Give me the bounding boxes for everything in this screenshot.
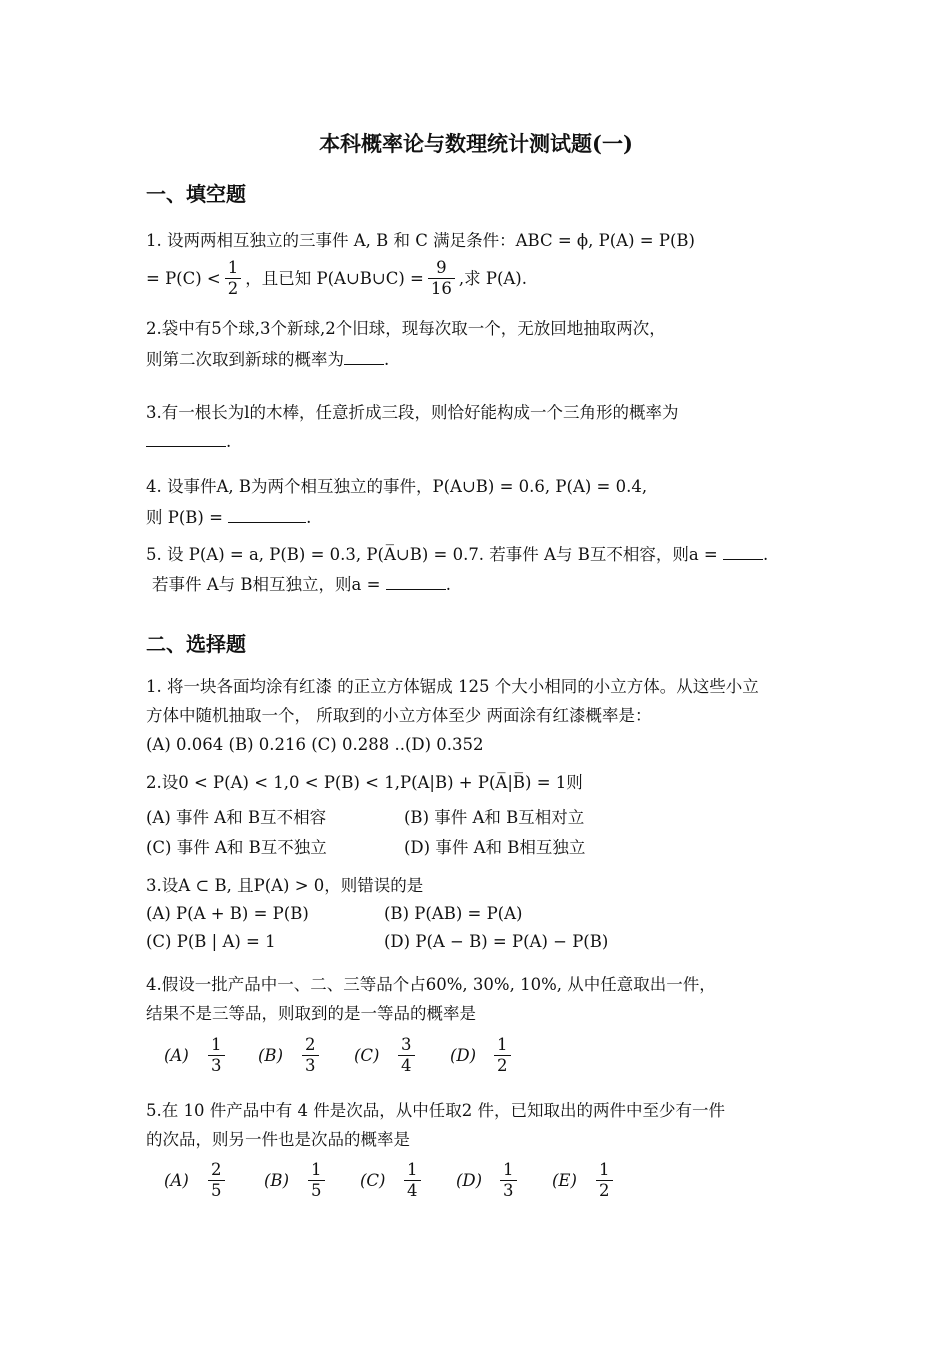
s2-q4-choice-a (164, 1035, 229, 1076)
s2-q4-choice-c (354, 1035, 419, 1076)
s1-q5-text2: 若事件 A与 B相互独立，则a = (152, 575, 381, 594)
fraction-numerator: 1 (404, 1160, 421, 1181)
fraction-denominator: 3 (305, 1056, 316, 1075)
s2-q5-choice-e (552, 1160, 617, 1201)
s2-q3-line1: 3.设A ⊂ B, 且P(A) > 0，则错误的是 (146, 876, 424, 895)
choice-label: (C) (354, 1046, 380, 1065)
fraction-numerator: 1 (494, 1035, 511, 1056)
s2-q5-choice-b (264, 1160, 329, 1201)
s2-q2-option-b: (B) 事件 A和 B互相对立 (404, 808, 585, 827)
s1-q1-line1: 1. 设两两相互独立的三事件 A, B 和 C 满足条件：ABC = ϕ, P(A) = P(B) (146, 231, 695, 250)
s1-q1-text-c: ,求 P(A). (458, 268, 527, 288)
choice-fraction (596, 1160, 613, 1201)
fraction-numerator: 9 (428, 258, 455, 279)
s1-q1-fraction-nine-sixteenths (428, 258, 455, 299)
choice-fraction (308, 1160, 325, 1201)
s1-q1-text-b: ，且已知 P(A∪B∪C) = (245, 268, 424, 288)
fraction-denominator: 2 (227, 279, 239, 298)
fraction-numerator: 1 (208, 1035, 225, 1056)
s1-q2-line2: 则第二次取到新球的概率为 . (146, 350, 390, 369)
fraction-numerator: 2 (302, 1035, 319, 1056)
s2-q4-choice-b (258, 1035, 323, 1076)
s2-q4-line2: 结果不是三等品，则取到的是一等品的概率是 (146, 1004, 476, 1023)
fraction-numerator: 1 (500, 1160, 517, 1181)
s2-q5-line1: 5.在 10 件产品中有 4 件是次品，从中任取2 件，已知取出的两件中至少有一件 (146, 1101, 725, 1120)
fraction-numerator: 3 (398, 1035, 415, 1056)
choice-fraction (404, 1160, 421, 1201)
s2-q5-choice-a (164, 1160, 229, 1201)
fraction-denominator: 4 (401, 1056, 412, 1075)
s1-q1-line2 (146, 258, 527, 299)
s2-q2-option-c: (C) 事件 A和 B互不独立 (146, 838, 327, 857)
s2-q3-option-c: (C) P(B | A) = 1 (146, 932, 276, 951)
s2-q5-choice-d (456, 1160, 521, 1201)
s1-q4-text: 则 P(B) = (146, 508, 223, 527)
s1-q2-line1: 2.袋中有5个球,3个新球,2个旧球，现每次取一个，无放回地抽取两次， (146, 319, 666, 338)
s2-q2-option-a: (A) 事件 A和 B互不相容 (146, 808, 327, 827)
s1-q1-text-a: = P(C) < (146, 268, 221, 288)
choice-fraction (302, 1035, 319, 1076)
choice-label: (D) (450, 1046, 477, 1065)
s1-q3-line1: 3.有一根长为l的木棒，任意折成三段，则恰好能构成一个三角形的概率为 (146, 403, 679, 422)
s2-q5-line2: 的次品，则另一件也是次品的概率是 (146, 1130, 410, 1149)
choice-label: (C) (360, 1171, 386, 1190)
fraction-numerator: 1 (308, 1160, 325, 1181)
fraction-denominator: 5 (311, 1181, 322, 1200)
fraction-denominator: 2 (497, 1056, 508, 1075)
fraction-denominator: 4 (407, 1181, 418, 1200)
choice-fraction (500, 1160, 517, 1201)
answer-blank (723, 543, 763, 560)
choice-label: (B) (264, 1171, 289, 1190)
answer-blank (386, 573, 446, 590)
section1-heading: 一、填空题 (146, 182, 246, 206)
choice-label: (E) (552, 1171, 577, 1190)
fraction-numerator: 1 (225, 258, 242, 279)
s1-q4-line2: 则 P(B) = . (146, 508, 312, 527)
s2-q3-option-d: (D) P(A − B) = P(A) − P(B) (384, 932, 609, 951)
page-title: 本科概率论与数理统计测试题(一) (319, 131, 633, 156)
answer-blank (146, 430, 226, 447)
s2-q5-choice-c (360, 1160, 425, 1201)
s2-q2-option-d: (D) 事件 A和 B相互独立 (404, 838, 586, 857)
s2-q3-option-b: (B) P(AB) = P(A) (384, 904, 523, 923)
s1-q5-line1: 5. 设 P(A) = a, P(B) = 0.3, P(A̅∪B) = 0.7. 若事件 A与 B互不相容，则a = . (146, 545, 769, 564)
s1-q3-line2: . (146, 430, 231, 453)
s1-q1-fraction-half (225, 258, 242, 299)
s1-q4-line1: 4. 设事件A, B为两个相互独立的事件，P(A∪B) = 0.6, P(A) = 0.4, (146, 477, 648, 496)
s1-q5-line2: 若事件 A与 B相互独立，则a = . (152, 575, 451, 594)
fraction-denominator: 16 (430, 279, 452, 298)
fraction-denominator: 3 (211, 1056, 222, 1075)
s2-q4-choice-d (450, 1035, 515, 1076)
s2-q4-line1: 4.假设一批产品中一、二、三等品个占60%, 30%, 10%, 从中任意取出一件， (146, 975, 716, 994)
choice-label: (A) (164, 1046, 189, 1065)
answer-blank (228, 506, 306, 523)
s2-q2-line1: 2.设0 < P(A) < 1,0 < P(B) < 1,P(A|B) + P(A̅|B̅) = 1则 (146, 773, 583, 792)
fraction-numerator: 2 (208, 1160, 225, 1181)
choice-label: (A) (164, 1171, 189, 1190)
choice-fraction (208, 1035, 225, 1076)
fraction-denominator: 2 (599, 1181, 610, 1200)
choice-fraction (398, 1035, 415, 1076)
choice-fraction (494, 1035, 511, 1076)
s2-q1-line2: 方体中随机抽取一个， 所取到的小立方体至少 两面涂有红漆概率是： (146, 706, 652, 725)
choice-label: (B) (258, 1046, 283, 1065)
s2-q1-options: (A) 0.064 (B) 0.216 (C) 0.288 ..(D) 0.352 (146, 735, 484, 754)
s2-q3-option-a: (A) P(A + B) = P(B) (146, 904, 309, 923)
answer-blank (344, 348, 384, 365)
fraction-denominator: 5 (211, 1181, 222, 1200)
s1-q5-text1: 5. 设 P(A) = a, P(B) = 0.3, P(A̅∪B) = 0.7. 若事件 A与 B互不相容，则a = (146, 545, 718, 564)
fraction-numerator: 1 (596, 1160, 613, 1181)
choice-label: (D) (456, 1171, 483, 1190)
section2-heading: 二、选择题 (146, 632, 246, 656)
s1-q2-text: 则第二次取到新球的概率为 (146, 350, 344, 369)
s2-q1-line1: 1. 将一块各面均涂有红漆 的正立方体锯成 125 个大小相同的小立方体。从这些小立 (146, 677, 759, 696)
choice-fraction (208, 1160, 225, 1201)
fraction-denominator: 3 (503, 1181, 514, 1200)
